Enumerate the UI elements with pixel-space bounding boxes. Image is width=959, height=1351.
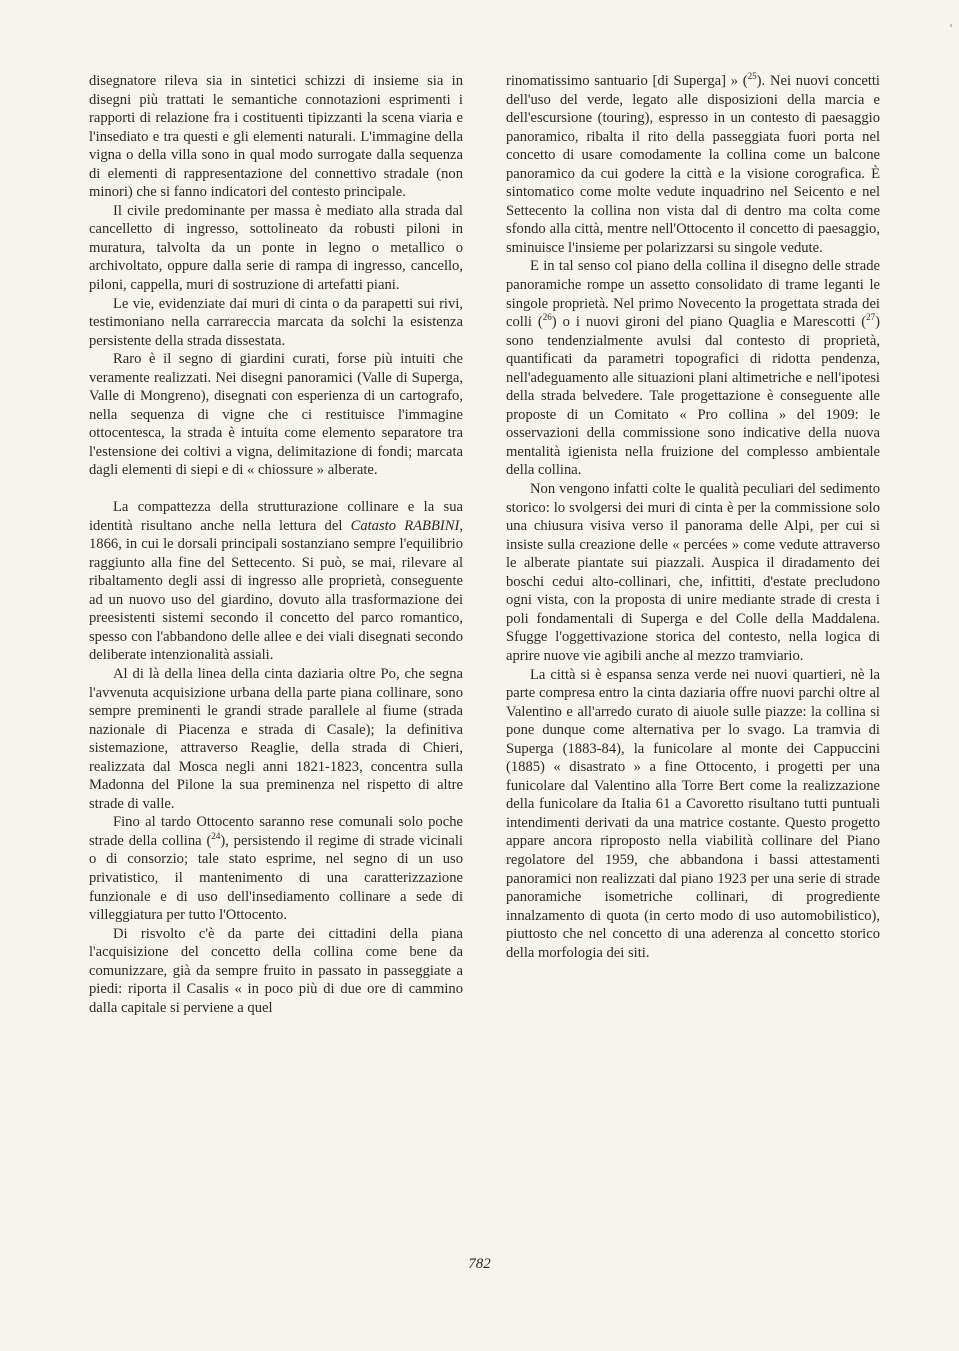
paragraph: La città si è espansa senza verde nei nuovi quartieri, nè la parte compresa entro la cinta daziaria offre nuovi parchi oltre al Valentino e all'arredo curato di aiuole sulle piazze: la collina si pone dunque come alternativa per lo svago. La tramvia di Superga (1883-84), la funicolare al monte dei Cappuccini (1885) « disastrato » a fine Ottocento, i progetti per una funicolare dal Valentino alla Torre Bert come la realizzazione della funicolare da Italia 61 a Cavoretto risultano tutti puntuali intendimenti derivati da una matrice costante. Questo progetto appare ancora riproposto nella viabilità collinare del Piano regolatore del 1959, che abbandona i bassi attestamenti panoramici non realizzati dal piano 1923 per una serie di strade panoramiche isometriche collinari, di progrediente innalzamento di quota (in certo modo di uso automobilistico), piuttosto che nel concetto di una aderenza al concetto storico della morfologia dei siti. bbox=[506, 666, 880, 961]
page-number: 782 bbox=[468, 1256, 491, 1272]
paragraph: La compattezza della strutturazione collinare e la sua identità risultano anche nella lettura del Catasto RABBINI, 1866, in cui le dorsali principali sostanziano sempre l'equilibrio raggiunto alla fine del Settecento. Si può, se mai, rilevare al ribaltamento degli assi di ingresso alle proprietà, conseguente ad un nuovo uso del giardino, dovuto alla trasformazione dei preesistenti sistemi secondo il concetto del parco romantico, spesso con l'abbandono delle allee e dei viali disegnati secondo deliberate intenzionalità assiali. bbox=[89, 499, 463, 664]
paragraph: Non vengono infatti colte le qualità peculiari del sedimento storico: lo svolgersi dei muri di cinta è per la commissione solo una chiusura visiva verso il panorama delle Alpi, per cui si insiste sulla creazione delle « percées » come vedute attraverso le alberate piantate sui piazzali. Auspica il diradamento dei boschi cedui alto-collinari, che, infittiti, d'estate precludono ogni vista, con la proposta di unire mediante strade di cresta i poli fondamentali di Superga e del Colle della Maddalena. Sfugge l'oggettivazione storica del contesto, nella logica di aprire nuove vie agibili anche al mezzo tramviario. bbox=[506, 481, 880, 664]
footnote-ref: 27 bbox=[866, 312, 876, 323]
paragraph: disegnatore rileva sia in sintetici schizzi di insieme sia in disegni più trattati le semantiche connotazioni esprimenti i rapporti di relazione fra i costituenti tipizzanti la scena viaria e l'insediato e tra questi e gli elementi naturali. L'immagine della vigna o della villa sono in qual modo surrogate dalla sequenza di elementi di rappresentazione del connettivo stradale (non minori) che si fanno indicatori del contesto principale. bbox=[89, 73, 463, 201]
paragraph: E in tal senso col piano della collina il disegno delle strade panoramiche rompe un assetto consolidato di trame leganti le singole proprietà. Nel primo Novecento la progettata strada dei colli ($^{26}$) o i nuovi gironi del piano Quaglia e Marescotti ($^{27}$) sono tendenzialmente avulsi dal contesto di proprietà, quantificati da parametri topografici di ridotta pendenza, nell'adeguamento alle situazioni plani altimetriche e nell'ipotesi della strada belvedere. Tale progettazione è conseguente alle proposte di un Comitato « Pro collina » del 1909: le osservazioni della commissione sono indicative della nuova mentalità igienista nella fruizione del complesso ambientale della collina. bbox=[506, 258, 880, 479]
paragraph: rinomatissimo santuario [di Superga] » ($^{25}$). Nei nuovi concetti dell'uso del verde, legato alle disposizioni della marcia e dell'escursione (touring), espresso in un contesto di paesaggio panoramico, ribalta il rito della passeggiata fuori porta nel concetto di usare comodamente la collina come un balcone panoramico da cui godere la città e la visione corografica. È sintomatico come molte vedute inquadrino nel Seicento e nel Settecento la collina non vista dal di dentro ma colta come sfondo alla città, mentre nell'Ottocento il concetto di paesaggio, sminuisce l'insieme per polarizzarsi su singole vedute. bbox=[506, 71, 880, 256]
left-column bbox=[89, 72, 463, 1017]
paragraph: Al di là della linea della cinta daziaria oltre Po, che segna l'avvenuta acquisizione urbana della parte piana collinare, sono sempre preminenti le grandi strade parallele al fiume (strada nazionale di Piacenza e strada di Casale); la definitiva sistemazione, attraverso Reaglie, della strada di Chieri, realizzata dal Mosca negli anni 1821-1823, concentra sulla Madonna del Pilone la sua preminenza nel rispetto di altre strade di valle. bbox=[89, 665, 463, 812]
paragraph: Il civile predominante per massa è mediato alla strada dal cancelletto di ingresso, sottolineato da robusti piloni in muratura, talvolta da un ponte in legno o metallico o archivoltato, oppure dalla serie di rampa di ingresso, cancello, piloni, cappella, muri di sostruzione di artefatti piani. bbox=[89, 202, 463, 294]
paragraph: Fino al tardo Ottocento saranno rese comunali solo poche strade della collina ($^{24}$), persistendo il regime di strade vicinali o di consorzio; tale stato esprime, nel segno di un uso privatistico, il mantenimento di una caratterizzazione funzionale e di uso dell'insediamento collinare a sede di villeggiatura per tutto l'Ottocento. bbox=[89, 814, 463, 924]
paragraph: Di risvolto c'è da parte dei cittadini della piana l'acquisizione del concetto della collina come bene da comunizzare, già da sempre fruito in passato in passeggiate a piedi: riporta il Casalis « in poco più di due ore di cammino dalla capitale si perviene a quel bbox=[89, 925, 463, 1016]
scan-speck bbox=[950, 24, 952, 27]
paragraph: Le vie, evidenziate dai muri di cinta o da parapetti sui rivi, testimoniano nella carrareccia marcata da solchi la esistenza persistente della strada dissestata. bbox=[89, 295, 463, 349]
paragraph: Raro è il segno di giardini curati, forse più intuiti che veramente realizzati. Nei disegni panoramici (Valle di Superga, Valle di Mongreno), disegnati con esperienza di un cartografo, nella sequenza di vigne che ci restituisce l'immagine ottocentesca, la strada è intuita come elemento separatore tra l'estensione dei coltivi a vigna, delimitazione di fondi; marcata dagli elementi di siepi e di « chiossure » alberate. bbox=[89, 351, 463, 479]
footnote-ref: 26 bbox=[542, 312, 552, 323]
right-column bbox=[506, 72, 880, 962]
footnote-ref: 25 bbox=[747, 71, 757, 82]
footnote-ref: 24 bbox=[211, 831, 221, 842]
catasto-title: Catasto RABBINI bbox=[350, 517, 460, 534]
